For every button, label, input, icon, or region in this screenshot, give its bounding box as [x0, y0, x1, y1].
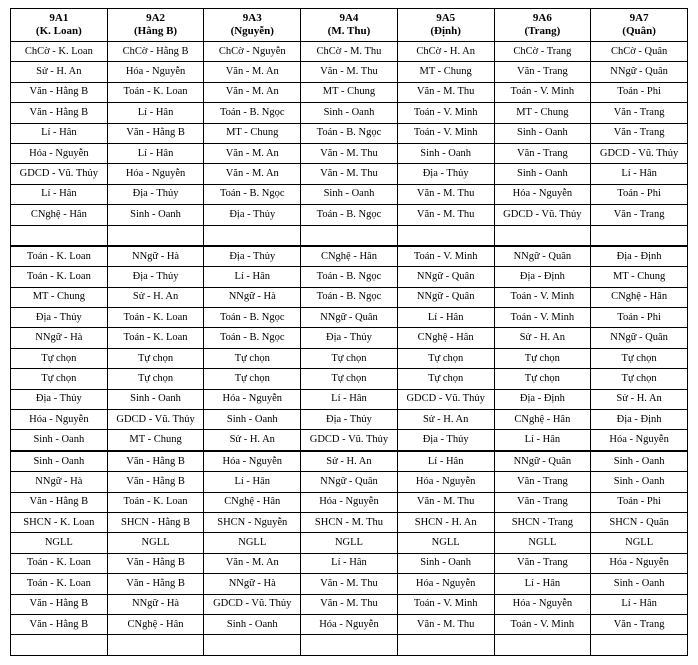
lesson-cell: SHCN - Quân — [591, 512, 688, 532]
lesson-cell: Lí - Hân — [591, 164, 688, 184]
lesson-cell: Sinh - Oanh — [397, 553, 494, 573]
table-row — [11, 184, 688, 204]
lesson-cell: Tự chọn — [397, 348, 494, 368]
lesson-cell: Văn - M. Thu — [397, 614, 494, 634]
lesson-cell: Văn - Trang — [494, 553, 591, 573]
lesson-cell: Hóa - Nguyễn — [107, 62, 204, 82]
table-row — [11, 348, 688, 368]
lesson-cell: Văn - Trang — [494, 143, 591, 163]
lesson-cell: Địa - Thủy — [204, 246, 301, 267]
empty-cell — [494, 635, 591, 655]
lesson-cell: Văn - Hằng B — [107, 553, 204, 573]
class-header-9a2 — [107, 9, 204, 42]
lesson-cell: Địa - Thủy — [301, 410, 398, 430]
table-row — [11, 143, 688, 163]
lesson-cell: Văn - M. Thu — [301, 594, 398, 614]
table-row — [11, 62, 688, 82]
lesson-cell: ChCờ - Hằng B — [107, 42, 204, 62]
lesson-cell: Toán - V. Minh — [397, 246, 494, 267]
lesson-cell: MT - Chung — [591, 267, 688, 287]
lesson-cell: ChCờ - Quân — [591, 42, 688, 62]
header-row — [11, 9, 688, 42]
lesson-cell: GDCD - Vũ. Thủy — [591, 143, 688, 163]
lesson-cell: Hóa - Nguyễn — [494, 594, 591, 614]
lesson-cell: Văn - M. An — [204, 82, 301, 102]
lesson-cell: Tự chọn — [591, 369, 688, 389]
lesson-cell: Toán - B. Ngọc — [204, 328, 301, 348]
lesson-cell: Tự chọn — [204, 348, 301, 368]
lesson-cell: NNgữ - Quân — [301, 472, 398, 492]
lesson-cell: Toán - B. Ngọc — [204, 103, 301, 123]
table-row — [11, 410, 688, 430]
empty-cell — [11, 225, 108, 246]
table-row — [11, 635, 688, 655]
lesson-cell: CNghệ - Hân — [204, 492, 301, 512]
table-row — [11, 103, 688, 123]
lesson-cell: Hóa - Nguyễn — [301, 492, 398, 512]
lesson-cell: Toán - V. Minh — [494, 614, 591, 634]
table-row — [11, 308, 688, 328]
table-row — [11, 430, 688, 451]
empty-cell — [107, 635, 204, 655]
lesson-cell: Văn - M. Thu — [301, 574, 398, 594]
empty-cell — [204, 635, 301, 655]
lesson-cell: Địa - Thủy — [107, 184, 204, 204]
table-row — [11, 472, 688, 492]
lesson-cell: NGLL — [301, 533, 398, 553]
lesson-cell: Lí - Hân — [397, 451, 494, 472]
lesson-cell: Sinh - Oanh — [11, 430, 108, 451]
class-name: 9A6 — [532, 12, 552, 24]
lesson-cell: ChCờ - K. Loan — [11, 42, 108, 62]
lesson-cell: Lí - Hân — [301, 389, 398, 409]
lesson-cell: Toán - B. Ngọc — [301, 123, 398, 143]
lesson-cell: Văn - Hằng B — [11, 614, 108, 634]
lesson-cell: Toán - B. Ngọc — [301, 287, 398, 307]
lesson-cell: Văn - Hằng B — [107, 472, 204, 492]
empty-cell — [494, 225, 591, 246]
lesson-cell: Sinh - Oanh — [591, 574, 688, 594]
lesson-cell: Lí - Hân — [107, 143, 204, 163]
lesson-cell: Văn - Trang — [591, 614, 688, 634]
class-name: 9A2 — [146, 12, 166, 24]
lesson-cell: Toán - B. Ngọc — [301, 205, 398, 225]
lesson-cell: ChCờ - Trang — [494, 42, 591, 62]
lesson-cell: Văn - Hằng B — [11, 82, 108, 102]
table-row — [11, 553, 688, 573]
lesson-cell: Lí - Hân — [204, 472, 301, 492]
lesson-cell: Văn - Hằng B — [11, 492, 108, 512]
lesson-cell: NNgữ - Quân — [397, 287, 494, 307]
lesson-cell: Văn - M. Thu — [397, 492, 494, 512]
lesson-cell: NGLL — [397, 533, 494, 553]
lesson-cell: Sinh - Oanh — [494, 164, 591, 184]
lesson-cell: Sử - H. An — [301, 451, 398, 472]
lesson-cell: Hóa - Nguyễn — [494, 184, 591, 204]
lesson-cell: Hóa - Nguyễn — [11, 143, 108, 163]
lesson-cell: Toán - V. Minh — [494, 308, 591, 328]
lesson-cell: Địa - Thủy — [301, 328, 398, 348]
timetable-header — [11, 9, 688, 42]
table-row — [11, 512, 688, 532]
lesson-cell: Văn - M. Thu — [301, 143, 398, 163]
class-name: 9A3 — [242, 12, 262, 24]
lesson-cell: GDCD - Vũ. Thủy — [397, 389, 494, 409]
lesson-cell: NNgữ - Quân — [397, 267, 494, 287]
lesson-cell: NNgữ - Quân — [591, 328, 688, 348]
lesson-cell: Sử - H. An — [107, 287, 204, 307]
lesson-cell: SHCN - Nguyễn — [204, 512, 301, 532]
lesson-cell: Lí - Hân — [204, 267, 301, 287]
lesson-cell: Sử - H. An — [397, 410, 494, 430]
class-name: 9A1 — [49, 12, 69, 24]
lesson-cell: Toán - V. Minh — [397, 123, 494, 143]
lesson-cell: Hóa - Nguyễn — [591, 553, 688, 573]
lesson-cell: Địa - Thủy — [107, 267, 204, 287]
lesson-cell: SHCN - K. Loan — [11, 512, 108, 532]
lesson-cell: Văn - Trang — [591, 103, 688, 123]
lesson-cell: Toán - K. Loan — [11, 267, 108, 287]
table-row — [11, 369, 688, 389]
lesson-cell: Văn - Hằng B — [11, 103, 108, 123]
table-row — [11, 533, 688, 553]
homeroom-teacher: (M. Thu) — [327, 25, 371, 37]
lesson-cell: NNgữ - Hà — [204, 574, 301, 594]
lesson-cell: MT - Chung — [11, 287, 108, 307]
class-header-9a4 — [301, 9, 398, 42]
lesson-cell: Văn - Trang — [494, 62, 591, 82]
lesson-cell: Toán - K. Loan — [11, 246, 108, 267]
lesson-cell: Văn - M. Thu — [397, 82, 494, 102]
lesson-cell: NNgữ - Hà — [11, 328, 108, 348]
homeroom-teacher: (Quân) — [622, 25, 656, 37]
lesson-cell: CNghệ - Hân — [11, 205, 108, 225]
lesson-cell: Lí - Hân — [11, 123, 108, 143]
lesson-cell: Tự chọn — [107, 348, 204, 368]
lesson-cell: Văn - Trang — [494, 492, 591, 512]
lesson-cell: Văn - Hằng B — [11, 594, 108, 614]
lesson-cell: Hóa - Nguyễn — [204, 451, 301, 472]
lesson-cell: Toán - K. Loan — [107, 492, 204, 512]
lesson-cell: Văn - M. An — [204, 164, 301, 184]
table-row — [11, 42, 688, 62]
lesson-cell: Tự chọn — [494, 369, 591, 389]
lesson-cell: Tự chọn — [107, 369, 204, 389]
lesson-cell: Văn - M. Thu — [397, 205, 494, 225]
lesson-cell: Toán - B. Ngọc — [204, 184, 301, 204]
lesson-cell: Văn - Trang — [591, 123, 688, 143]
lesson-cell: CNghệ - Hân — [397, 328, 494, 348]
lesson-cell: Sinh - Oanh — [397, 143, 494, 163]
lesson-cell: NNgữ - Quân — [494, 451, 591, 472]
lesson-cell: GDCD - Vũ. Thủy — [11, 164, 108, 184]
lesson-cell: Hóa - Nguyễn — [301, 614, 398, 634]
lesson-cell: NGLL — [204, 533, 301, 553]
table-row — [11, 594, 688, 614]
lesson-cell: Toán - V. Minh — [397, 103, 494, 123]
lesson-cell: Sinh - Oanh — [204, 410, 301, 430]
lesson-cell: Sinh - Oanh — [301, 184, 398, 204]
lesson-cell: Lí - Hân — [494, 574, 591, 594]
lesson-cell: NNgữ - Quân — [591, 62, 688, 82]
lesson-cell: Lí - Hân — [591, 594, 688, 614]
empty-cell — [591, 635, 688, 655]
homeroom-teacher: (Trang) — [524, 25, 561, 37]
lesson-cell: ChCờ - Nguyễn — [204, 42, 301, 62]
table-row — [11, 574, 688, 594]
table-row — [11, 614, 688, 634]
lesson-cell: MT - Chung — [107, 430, 204, 451]
lesson-cell: Toán - V. Minh — [494, 82, 591, 102]
lesson-cell: Tự chọn — [301, 348, 398, 368]
lesson-cell: Toán - K. Loan — [11, 574, 108, 594]
lesson-cell: CNghệ - Hân — [494, 410, 591, 430]
lesson-cell: Hóa - Nguyễn — [397, 574, 494, 594]
timetable-body — [11, 42, 688, 656]
lesson-cell: Lí - Hân — [301, 553, 398, 573]
lesson-cell: Địa - Định — [494, 389, 591, 409]
class-header-9a7 — [591, 9, 688, 42]
lesson-cell: Toán - K. Loan — [11, 553, 108, 573]
lesson-cell: GDCD - Vũ. Thủy — [494, 205, 591, 225]
lesson-cell: Địa - Định — [494, 267, 591, 287]
lesson-cell: Địa - Định — [591, 246, 688, 267]
lesson-cell: Hóa - Nguyễn — [11, 410, 108, 430]
lesson-cell: Văn - M. An — [204, 62, 301, 82]
table-row — [11, 225, 688, 246]
empty-cell — [397, 225, 494, 246]
lesson-cell: Sinh - Oanh — [494, 123, 591, 143]
lesson-cell: Sinh - Oanh — [591, 472, 688, 492]
lesson-cell: Toán - K. Loan — [107, 308, 204, 328]
timetable — [10, 8, 688, 656]
lesson-cell: Tự chọn — [11, 369, 108, 389]
lesson-cell: Địa - Thủy — [397, 430, 494, 451]
lesson-cell: Lí - Hân — [494, 430, 591, 451]
table-row — [11, 246, 688, 267]
lesson-cell: NGLL — [591, 533, 688, 553]
table-row — [11, 164, 688, 184]
empty-cell — [301, 635, 398, 655]
empty-cell — [204, 225, 301, 246]
lesson-cell: Sử - H. An — [494, 328, 591, 348]
lesson-cell: Văn - M. An — [204, 553, 301, 573]
table-row — [11, 451, 688, 472]
lesson-cell: NNgữ - Quân — [301, 308, 398, 328]
lesson-cell: GDCD - Vũ. Thủy — [301, 430, 398, 451]
lesson-cell: ChCờ - M. Thu — [301, 42, 398, 62]
lesson-cell: Văn - Trang — [494, 472, 591, 492]
lesson-cell: ChCờ - H. An — [397, 42, 494, 62]
lesson-cell: SHCN - Hằng B — [107, 512, 204, 532]
lesson-cell: Lí - Hân — [107, 103, 204, 123]
class-header-9a6 — [494, 9, 591, 42]
lesson-cell: Địa - Thủy — [204, 205, 301, 225]
lesson-cell: NGLL — [11, 533, 108, 553]
lesson-cell: Sinh - Oanh — [301, 103, 398, 123]
lesson-cell: SHCN - H. An — [397, 512, 494, 532]
lesson-cell: Văn - M. An — [204, 143, 301, 163]
homeroom-teacher: (Nguyễn) — [230, 25, 274, 37]
class-name: 9A5 — [436, 12, 456, 24]
lesson-cell: GDCD - Vũ. Thủy — [107, 410, 204, 430]
lesson-cell: Hóa - Nguyễn — [204, 389, 301, 409]
lesson-cell: Văn - M. Thu — [301, 62, 398, 82]
lesson-cell: Hóa - Nguyễn — [107, 164, 204, 184]
lesson-cell: Văn - Hằng B — [107, 574, 204, 594]
lesson-cell: Toán - Phi — [591, 184, 688, 204]
lesson-cell: NNgữ - Hà — [107, 594, 204, 614]
lesson-cell: Tự chọn — [397, 369, 494, 389]
table-row — [11, 287, 688, 307]
table-row — [11, 492, 688, 512]
lesson-cell: MT - Chung — [204, 123, 301, 143]
lesson-cell: NNgữ - Hà — [107, 246, 204, 267]
empty-cell — [107, 225, 204, 246]
class-name: 9A7 — [629, 12, 649, 24]
lesson-cell: Lí - Hân — [397, 308, 494, 328]
lesson-cell: MT - Chung — [397, 62, 494, 82]
lesson-cell: SHCN - Trang — [494, 512, 591, 532]
lesson-cell: Sử - H. An — [591, 389, 688, 409]
table-row — [11, 205, 688, 225]
lesson-cell: Toán - Phi — [591, 308, 688, 328]
lesson-cell: CNghệ - Hân — [107, 614, 204, 634]
lesson-cell: Toán - B. Ngọc — [301, 267, 398, 287]
lesson-cell: Địa - Thủy — [397, 164, 494, 184]
lesson-cell: MT - Chung — [494, 103, 591, 123]
lesson-cell: NGLL — [494, 533, 591, 553]
table-row — [11, 123, 688, 143]
lesson-cell: Lí - Hân — [11, 184, 108, 204]
empty-cell — [11, 635, 108, 655]
lesson-cell: Sử - H. An — [11, 62, 108, 82]
homeroom-teacher: (K. Loan) — [35, 25, 82, 37]
class-header-9a1 — [11, 9, 108, 42]
lesson-cell: Toán - Phi — [591, 492, 688, 512]
lesson-cell: Toán - K. Loan — [107, 82, 204, 102]
lesson-cell: Tự chọn — [204, 369, 301, 389]
table-row — [11, 389, 688, 409]
homeroom-teacher: (Hằng B) — [134, 25, 178, 37]
lesson-cell: Địa - Định — [591, 410, 688, 430]
table-row — [11, 328, 688, 348]
lesson-cell: Toán - V. Minh — [494, 287, 591, 307]
lesson-cell: Văn - Trang — [591, 205, 688, 225]
lesson-cell: CNghệ - Hân — [301, 246, 398, 267]
lesson-cell: NNgữ - Quân — [494, 246, 591, 267]
lesson-cell: Sinh - Oanh — [204, 614, 301, 634]
lesson-cell: Văn - M. Thu — [301, 164, 398, 184]
class-header-9a5 — [397, 9, 494, 42]
lesson-cell: MT - Chung — [301, 82, 398, 102]
lesson-cell: Sử - H. An — [204, 430, 301, 451]
lesson-cell: Địa - Thủy — [11, 308, 108, 328]
lesson-cell: Tự chọn — [301, 369, 398, 389]
lesson-cell: Toán - V. Minh — [397, 594, 494, 614]
lesson-cell: Văn - M. Thu — [397, 184, 494, 204]
lesson-cell: Tự chọn — [494, 348, 591, 368]
lesson-cell: Hóa - Nguyễn — [591, 430, 688, 451]
class-name: 9A4 — [339, 12, 359, 24]
lesson-cell: NNgữ - Hà — [204, 287, 301, 307]
lesson-cell: Sinh - Oanh — [107, 205, 204, 225]
lesson-cell: Văn - Hằng B — [107, 451, 204, 472]
lesson-cell: GDCD - Vũ. Thủy — [204, 594, 301, 614]
empty-cell — [397, 635, 494, 655]
lesson-cell: Tự chọn — [591, 348, 688, 368]
lesson-cell: SHCN - M. Thu — [301, 512, 398, 532]
lesson-cell: Địa - Thủy — [11, 389, 108, 409]
lesson-cell: Văn - Hằng B — [107, 123, 204, 143]
lesson-cell: Toán - B. Ngọc — [204, 308, 301, 328]
lesson-cell: Sinh - Oanh — [11, 451, 108, 472]
class-header-9a3 — [204, 9, 301, 42]
lesson-cell: Sinh - Oanh — [591, 451, 688, 472]
lesson-cell: Hóa - Nguyễn — [397, 472, 494, 492]
lesson-cell: Sinh - Oanh — [107, 389, 204, 409]
lesson-cell: NGLL — [107, 533, 204, 553]
lesson-cell: Toán - K. Loan — [107, 328, 204, 348]
lesson-cell: Tự chọn — [11, 348, 108, 368]
table-row — [11, 82, 688, 102]
empty-cell — [301, 225, 398, 246]
table-row — [11, 267, 688, 287]
homeroom-teacher: (Định) — [430, 25, 461, 37]
lesson-cell: NNgữ - Hà — [11, 472, 108, 492]
lesson-cell: Toán - Phi — [591, 82, 688, 102]
empty-cell — [591, 225, 688, 246]
lesson-cell: CNghệ - Hân — [591, 287, 688, 307]
